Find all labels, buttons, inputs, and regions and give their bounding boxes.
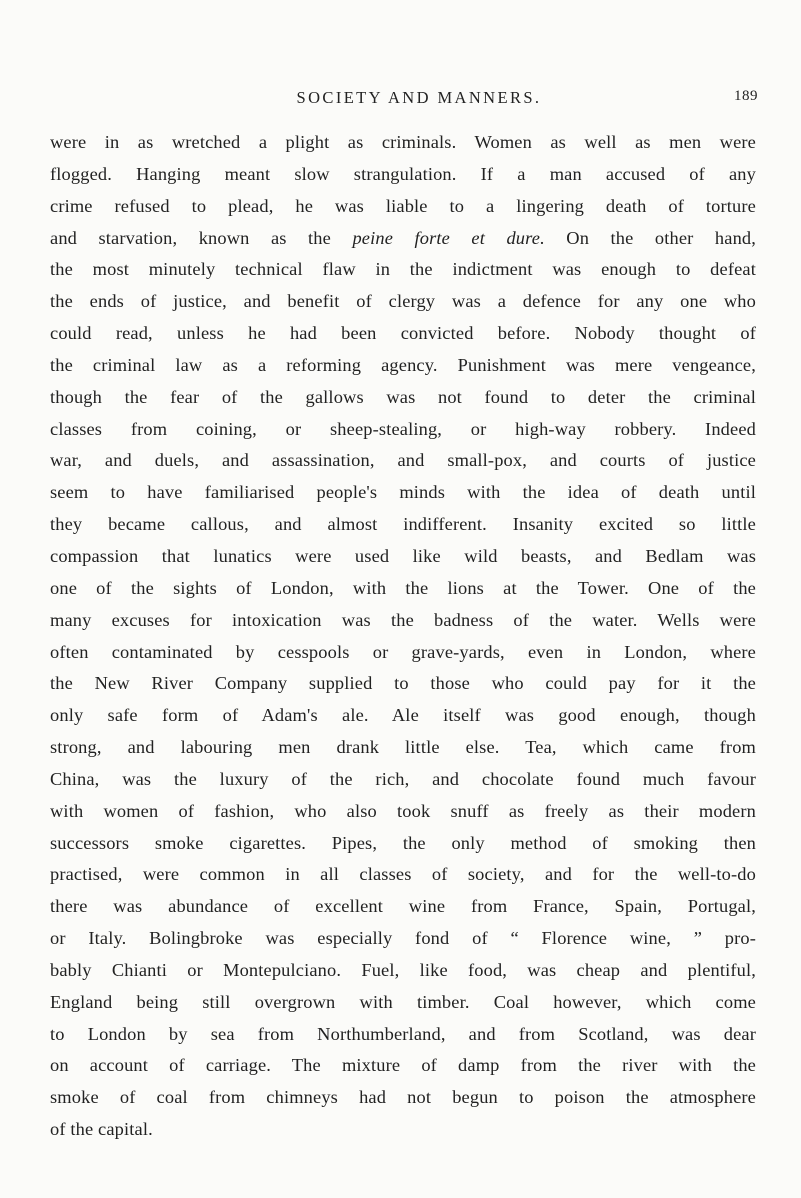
text-line: war, and duels, and assassination, and small-pox, and courts of justice — [50, 450, 756, 471]
running-head: SOCIETY AND MANNERS. — [296, 88, 542, 107]
text-line: the New River Company supplied to those who could pay for it the — [50, 673, 756, 694]
text-line: England being still overgrown with timber. Coal however, which come — [50, 991, 756, 1012]
text-span: and starvation, known as the — [50, 227, 331, 248]
text-line: to London by sea from Northumberland, and from Scotland, was dear — [50, 1023, 756, 1044]
text-line: many excuses for intoxication was the badness of the water. Wells were — [50, 609, 756, 630]
text-line: the criminal law as a reforming agency. Punishment was mere vengeance, — [50, 354, 756, 375]
text-line: classes from coining, or sheep-stealing, or high-way robbery. Indeed — [50, 418, 756, 439]
text-line: only safe form of Adam's ale. Ale itself was good enough, though — [50, 705, 756, 726]
text-line: with women of fashion, who also took snuff as freely as their modern — [50, 800, 756, 821]
text-line: compassion that lunatics were used like wild beasts, and Bedlam was — [50, 545, 756, 566]
text-line: though the fear of the gallows was not found to deter the criminal — [50, 386, 756, 407]
text-line: smoke of coal from chimneys had not begun to poison the atmosphere — [50, 1087, 756, 1108]
text-span: On the other hand, — [566, 227, 756, 248]
page-header — [50, 88, 758, 118]
text-line: could read, unless he had been convicted before. Nobody thought of — [50, 323, 756, 344]
text-line: often contaminated by cesspools or grave-yards, even in London, where — [50, 641, 756, 662]
text-line: China, was the luxury of the rich, and chocolate found much favour — [50, 768, 756, 789]
text-line: there was abundance of excellent wine from France, Spain, Portugal, — [50, 896, 756, 917]
text-line-with-italic — [50, 223, 756, 255]
latin-phrase: peine forte et dure. — [352, 227, 545, 248]
text-line: the ends of justice, and benefit of clergy was a defence for any one who — [50, 291, 756, 312]
text-line: on account of carriage. The mixture of damp from the river with the — [50, 1055, 756, 1076]
text-line: or Italy. Bolingbroke was especially fond of “ Florence wine, ” pro- — [50, 928, 756, 949]
page-number: 189 — [734, 88, 758, 104]
text-line-final: of the capital. — [50, 1119, 153, 1140]
text-line: were in as wretched a plight as criminals. Women as well as men were — [50, 132, 756, 152]
text-line: strong, and labouring men drank little else. Tea, which came from — [50, 737, 756, 758]
text-line: they became callous, and almost indifferent. Insanity excited so little — [50, 514, 756, 535]
text-line: the most minutely technical flaw in the indictment was enough to defeat — [50, 259, 756, 280]
body-text — [50, 127, 756, 1146]
text-line: successors smoke cigarettes. Pipes, the only method of smoking then — [50, 832, 756, 853]
text-line: crime refused to plead, he was liable to a lingering death of torture — [50, 195, 756, 216]
text-line: one of the sights of London, with the lions at the Tower. One of the — [50, 577, 756, 598]
text-line: seem to have familiarised people's minds with the idea of death until — [50, 482, 756, 503]
text-line: flogged. Hanging meant slow strangulation. If a man accused of any — [50, 163, 756, 184]
text-line: practised, were common in all classes of society, and for the well-to-do — [50, 864, 756, 885]
text-line: bably Chianti or Montepulciano. Fuel, like food, was cheap and plentiful, — [50, 959, 756, 980]
